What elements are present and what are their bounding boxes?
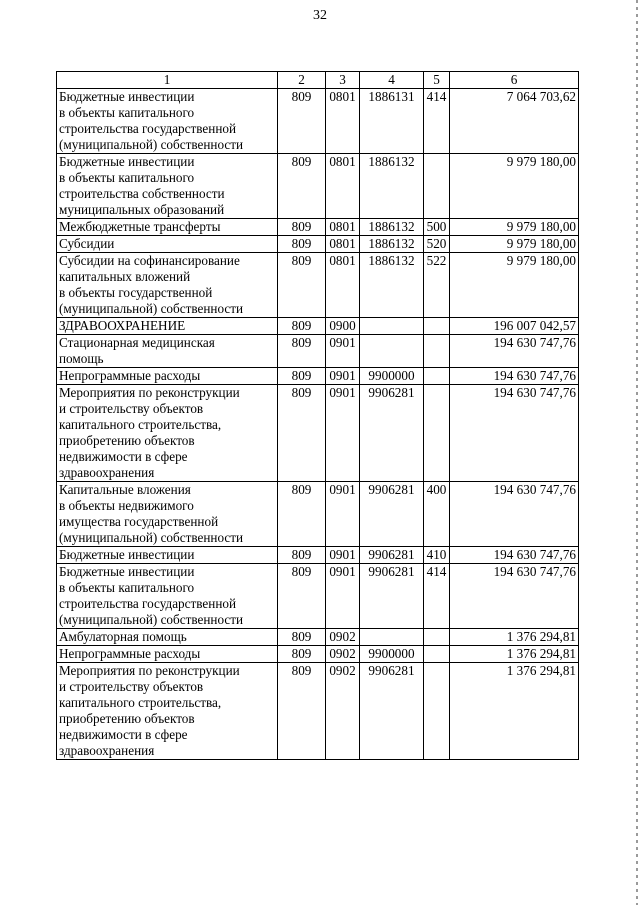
row-section-code: 0901 — [326, 564, 360, 629]
row-section-code: 0801 — [326, 236, 360, 253]
row-gr-code: 809 — [278, 219, 326, 236]
row-section-code: 0801 — [326, 219, 360, 236]
table-row — [57, 89, 579, 154]
table-row — [57, 564, 579, 629]
row-gr-code: 809 — [278, 547, 326, 564]
row-expense-type: 414 — [424, 564, 450, 629]
row-amount: 9 979 180,00 — [450, 219, 579, 236]
row-name: Бюджетные инвестиции в объекты капитального строительства государственной (муниципальной) собственности — [57, 564, 278, 629]
row-name: Бюджетные инвестиции в объекты капитального строительства собственности муниципальных образований — [57, 154, 278, 219]
row-amount: 1 376 294,81 — [450, 629, 579, 646]
row-amount: 194 630 747,76 — [450, 385, 579, 482]
row-expense-type: 414 — [424, 89, 450, 154]
table-row — [57, 236, 579, 253]
row-amount: 196 007 042,57 — [450, 318, 579, 335]
table-row — [57, 547, 579, 564]
row-name: Субсидии — [57, 236, 278, 253]
row-section-code: 0801 — [326, 154, 360, 219]
row-expense-type — [424, 368, 450, 385]
budget-table — [56, 71, 579, 760]
row-expense-type: 400 — [424, 482, 450, 547]
row-expense-type — [424, 335, 450, 368]
header-cell: 4 — [360, 72, 424, 89]
row-name: Стационарная медицинская помощь — [57, 335, 278, 368]
row-name: Бюджетные инвестиции — [57, 547, 278, 564]
row-amount: 194 630 747,76 — [450, 335, 579, 368]
row-amount: 9 979 180,00 — [450, 236, 579, 253]
row-expense-type — [424, 646, 450, 663]
table-row — [57, 629, 579, 646]
table-row — [57, 335, 579, 368]
header-cell: 2 — [278, 72, 326, 89]
row-expense-type: 520 — [424, 236, 450, 253]
row-target-code — [360, 335, 424, 368]
scan-edge — [636, 0, 638, 905]
row-amount: 9 979 180,00 — [450, 253, 579, 318]
row-section-code: 0901 — [326, 547, 360, 564]
row-expense-type — [424, 385, 450, 482]
row-gr-code: 809 — [278, 368, 326, 385]
row-gr-code: 809 — [278, 154, 326, 219]
row-expense-type: 500 — [424, 219, 450, 236]
header-cell: 6 — [450, 72, 579, 89]
row-gr-code: 809 — [278, 646, 326, 663]
row-amount: 9 979 180,00 — [450, 154, 579, 219]
row-target-code: 9906281 — [360, 663, 424, 760]
row-amount: 1 376 294,81 — [450, 646, 579, 663]
table-row — [57, 663, 579, 760]
row-expense-type: 410 — [424, 547, 450, 564]
row-target-code: 9906281 — [360, 564, 424, 629]
row-target-code: 9900000 — [360, 646, 424, 663]
row-section-code: 0901 — [326, 482, 360, 547]
row-amount: 194 630 747,76 — [450, 564, 579, 629]
row-gr-code: 809 — [278, 564, 326, 629]
row-target-code — [360, 318, 424, 335]
row-amount: 7 064 703,62 — [450, 89, 579, 154]
row-target-code: 1886132 — [360, 219, 424, 236]
row-gr-code: 809 — [278, 385, 326, 482]
row-gr-code: 809 — [278, 253, 326, 318]
row-section-code: 0801 — [326, 89, 360, 154]
row-section-code: 0900 — [326, 318, 360, 335]
row-target-code: 1886132 — [360, 154, 424, 219]
header-cell: 3 — [326, 72, 360, 89]
table-row — [57, 385, 579, 482]
header-cell: 5 — [424, 72, 450, 89]
row-expense-type — [424, 629, 450, 646]
page-number: 32 — [313, 8, 327, 23]
row-name: Капитальные вложения в объекты недвижимого имущества государственной (муниципальной) собственности — [57, 482, 278, 547]
row-target-code: 9906281 — [360, 385, 424, 482]
row-target-code: 9900000 — [360, 368, 424, 385]
row-name: Бюджетные инвестиции в объекты капитального строительства государственной (муниципальной) собственности — [57, 89, 278, 154]
row-amount: 194 630 747,76 — [450, 547, 579, 564]
row-target-code: 1886132 — [360, 236, 424, 253]
row-amount: 194 630 747,76 — [450, 368, 579, 385]
row-gr-code: 809 — [278, 335, 326, 368]
row-gr-code: 809 — [278, 236, 326, 253]
row-gr-code: 809 — [278, 629, 326, 646]
row-name: Амбулаторная помощь — [57, 629, 278, 646]
row-target-code: 1886131 — [360, 89, 424, 154]
row-expense-type: 522 — [424, 253, 450, 318]
table-row — [57, 482, 579, 547]
row-section-code: 0901 — [326, 368, 360, 385]
row-gr-code: 809 — [278, 482, 326, 547]
row-section-code: 0902 — [326, 663, 360, 760]
row-amount: 194 630 747,76 — [450, 482, 579, 547]
row-target-code: 1886132 — [360, 253, 424, 318]
table-row — [57, 646, 579, 663]
row-name: Непрограммные расходы — [57, 368, 278, 385]
table-row — [57, 253, 579, 318]
row-target-code: 9906281 — [360, 547, 424, 564]
row-name: ЗДРАВООХРАНЕНИЕ — [57, 318, 278, 335]
row-name: Мероприятия по реконструкции и строительству объектов капитального строительства, приобретению объектов недвижимости в сфере здравоохранения — [57, 385, 278, 482]
row-expense-type — [424, 154, 450, 219]
row-gr-code: 809 — [278, 663, 326, 760]
table-row — [57, 318, 579, 335]
row-target-code: 9906281 — [360, 482, 424, 547]
row-name: Мероприятия по реконструкции и строительству объектов капитального строительства, приобретению объектов недвижимости в сфере здравоохранения — [57, 663, 278, 760]
row-target-code — [360, 629, 424, 646]
row-expense-type — [424, 318, 450, 335]
header-cell: 1 — [57, 72, 278, 89]
row-section-code: 0902 — [326, 646, 360, 663]
row-expense-type — [424, 663, 450, 760]
row-gr-code: 809 — [278, 318, 326, 335]
row-section-code: 0901 — [326, 335, 360, 368]
row-amount: 1 376 294,81 — [450, 663, 579, 760]
row-name: Субсидии на софинансирование капитальных вложений в объекты государственной (муниципальной) собственности — [57, 253, 278, 318]
table-row — [57, 368, 579, 385]
table-header-row — [57, 72, 579, 89]
row-section-code: 0901 — [326, 385, 360, 482]
row-gr-code: 809 — [278, 89, 326, 154]
row-section-code: 0801 — [326, 253, 360, 318]
table-row — [57, 219, 579, 236]
table-row — [57, 154, 579, 219]
row-name: Межбюджетные трансферты — [57, 219, 278, 236]
row-section-code: 0902 — [326, 629, 360, 646]
row-name: Непрограммные расходы — [57, 646, 278, 663]
